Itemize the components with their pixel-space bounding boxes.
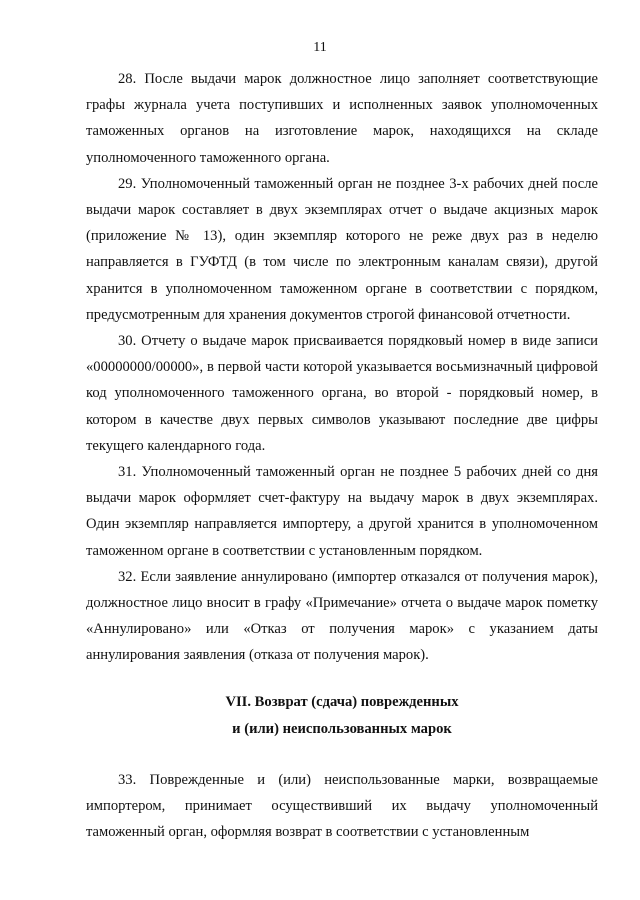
- document-body: [86, 66, 598, 669]
- section-body: [86, 767, 598, 846]
- page-number: 11: [313, 40, 327, 55]
- section-heading-line-2: и (или) неиспользованных марок: [232, 720, 452, 737]
- paragraph-29: 29. Уполномоченный таможенный орган не позднее 3-х рабочих дней после выдачи марок составляет в двух экземплярах отчет о выдаче акцизных марок (приложение № 13), один экземпляр которого не реже двух раз в неделю направляется в ГУФТД (в том числе по электронным каналам связи), другой хранится в уполномоченном таможенном органе в соответствии с порядком, предусмотренным для хранения документов строгой финансовой отчетности.: [86, 175, 598, 323]
- paragraph-28: 28. После выдачи марок должностное лицо заполняет соответствующие графы журнала учета поступивших и исполненных заявок уполномоченных таможенных органов на изготовление марок, находящихся на складе уполномоченного таможенного органа.: [86, 71, 598, 166]
- paragraph-32: 32. Если заявление аннулировано (импортер отказался от получения марок), должностное лицо вносит в графу «Примечание» отчета о выдаче марок пометку «Аннулировано» или «Отказ от получения марок» с указанием даты аннулирования заявления (отказа от получения марок).: [86, 568, 598, 664]
- paragraph-30: 30. Отчету о выдаче марок присваивается порядковый номер в виде записи «00000000/00000», в первой части которой указывается восьмизначный цифровой код уполномоченного таможенного органа, во второй - порядковый номер, в котором в качестве двух первых символов указывают последние две цифры текущего календарного года.: [86, 333, 598, 454]
- section-heading-line-1: VII. Возврат (сдача) поврежденных: [225, 694, 459, 710]
- paragraph-33: 33. Поврежденные и (или) неиспользованные марки, возвращаемые импортером, принимает осуществивший их выдачу уполномоченный таможенный орган, оформляя возврат в соответствии с установленным: [86, 772, 598, 841]
- section-heading: [86, 689, 598, 742]
- paragraph-31: 31. Уполномоченный таможенный орган не позднее 5 рабочих дней со дня выдачи марок оформляет счет-фактуру на выдачу марок в двух экземплярах. Один экземпляр направляется импортеру, а другой хранится в уполномоченном таможенном органе в соответствии с установленным порядком.: [86, 464, 598, 559]
